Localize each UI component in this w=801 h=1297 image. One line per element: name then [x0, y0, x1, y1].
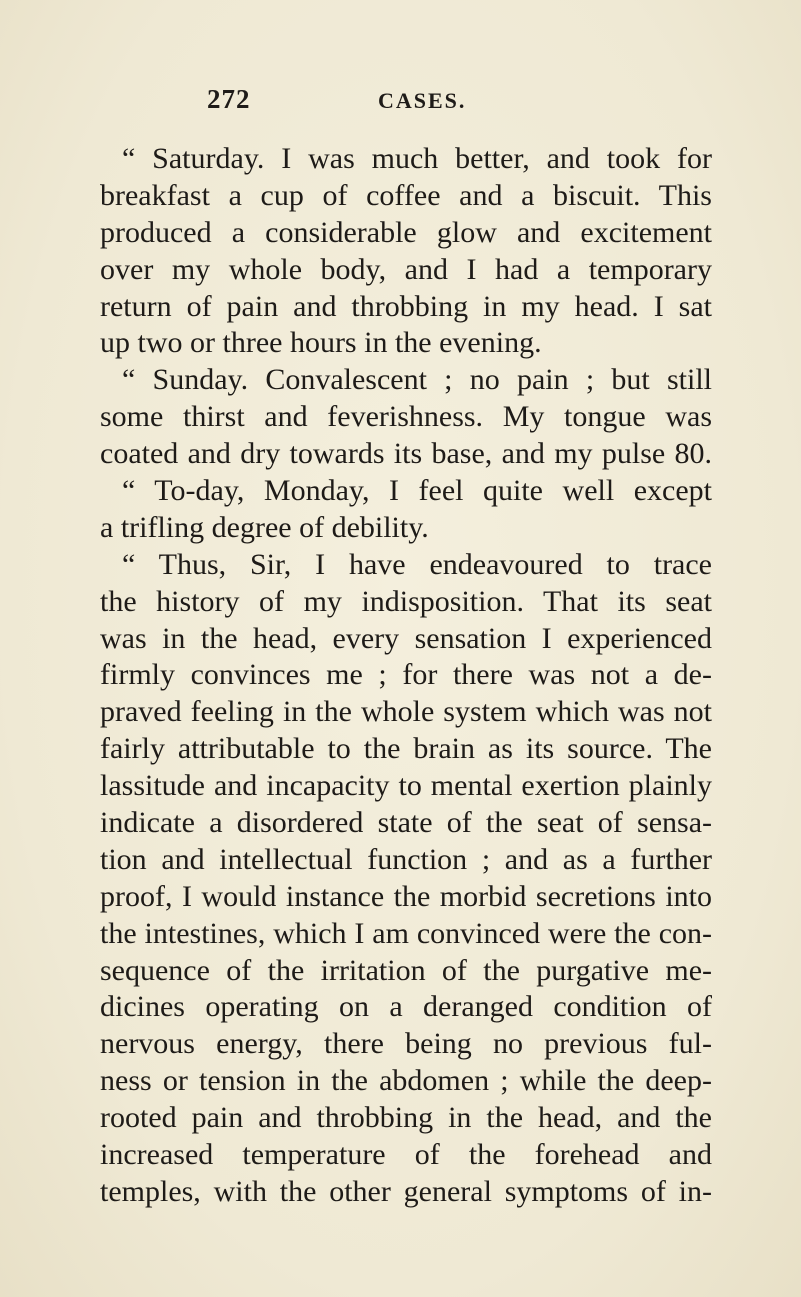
text-line: the history of my indisposition. That its seat: [100, 584, 712, 618]
page-header: [0, 84, 801, 124]
text-line: the intestines, which I am convinced were the con-: [100, 916, 712, 950]
text-line: coated and dry towards its base, and my pulse 80.: [100, 437, 712, 471]
text-line: “ Saturday. I was much better, and took for: [122, 142, 712, 175]
text-line: breakfast a cup of coffee and a biscuit. This: [100, 178, 712, 212]
text-line: “ Thus, Sir, I have endeavoured to trace: [122, 547, 712, 581]
body-text: [100, 141, 712, 1211]
text-line: praved feeling in the whole system which was not: [100, 695, 712, 729]
page-number: 272: [207, 84, 251, 114]
text-line: some thirst and feverishness. My tongue was: [100, 400, 712, 434]
text-line: sequence of the irritation of the purgative me-: [100, 953, 712, 987]
text-line: ness or tension in the abdomen ; while the deep-: [100, 1064, 712, 1098]
text-line: temples, with the other general symptoms of in-: [100, 1174, 712, 1208]
text-line: increased temperature of the forehead and: [100, 1138, 712, 1172]
text-line: proof, I would instance the morbid secretions into: [100, 879, 712, 913]
text-line: firmly convinces me ; for there was not a de-: [100, 658, 712, 692]
text-line: “ Sunday. Convalescent ; no pain ; but still: [122, 363, 712, 397]
text-line: lassitude and incapacity to mental exertion plainly: [100, 769, 712, 803]
text-line: return of pain and throbbing in my head. I sat: [100, 289, 712, 323]
text-line: indicate a disordered state of the seat of sensa-: [100, 806, 712, 840]
text-line: nervous energy, there being no previous ful-: [100, 1027, 712, 1061]
text-line: produced a considerable glow and excitement: [100, 215, 712, 249]
text-line: a trifling degree of debility.: [100, 510, 429, 544]
text-line: was in the head, every sensation I experienced: [100, 621, 712, 655]
text-line: over my whole body, and I had a temporary: [100, 252, 712, 286]
text-line: up two or three hours in the evening.: [100, 326, 542, 360]
running-head: CASES.: [378, 88, 467, 113]
text-line: fairly attributable to the brain as its source. The: [100, 732, 712, 766]
text-line: dicines operating on a deranged condition of: [100, 990, 712, 1024]
text-line: rooted pain and throbbing in the head, and the: [100, 1101, 712, 1135]
text-line: tion and intellectual function ; and as a further: [100, 842, 712, 876]
text-line: “ To-day, Monday, I feel quite well except: [122, 474, 712, 508]
